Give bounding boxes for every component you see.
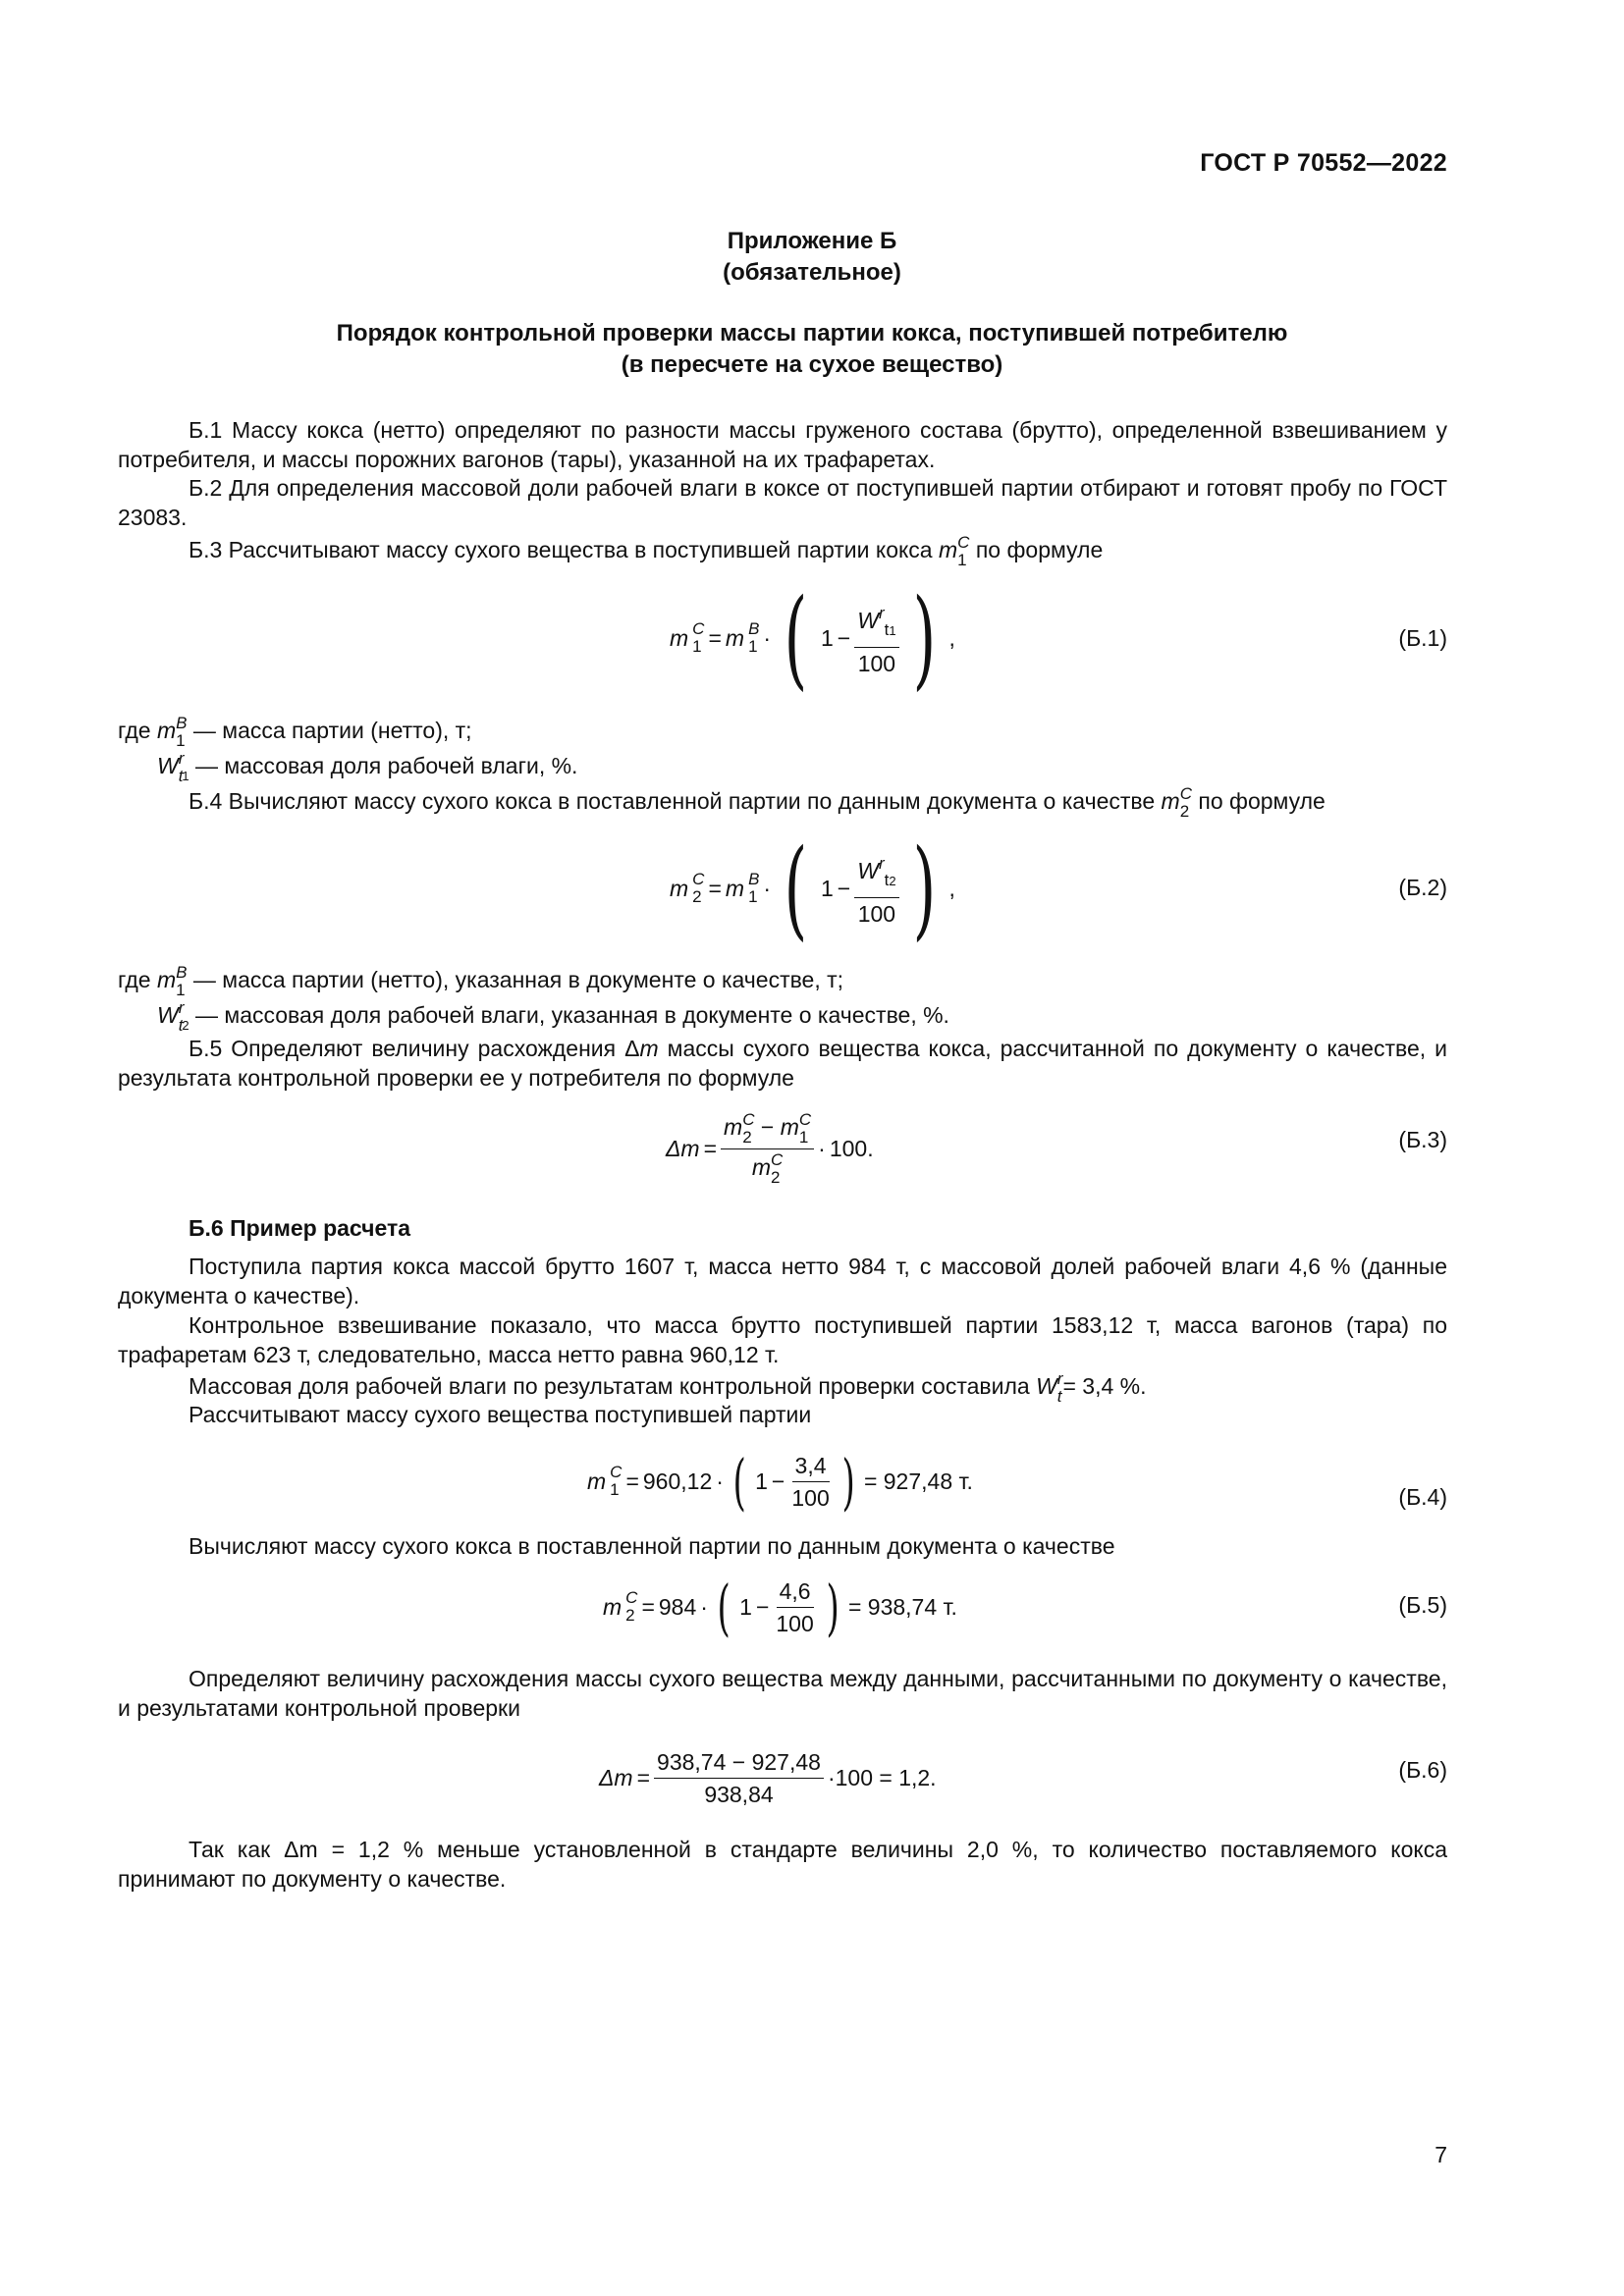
- where-b1-moisture: W r t $_1$ — массовая доля рабочей влаги, %.: [157, 749, 578, 785]
- where-b2-mass: где m B 1 — масса партии (нетто), указанная в документе о качестве, т;: [118, 963, 844, 999]
- equation-b4: m C 1 = 960,12 · ( 1 − $\frac{3,4}{100}$ ) = 927,48 т.: [587, 1445, 973, 1518]
- paragraph-b2: Б.2 Для определения массовой доли рабочей влаги в коксе от поступившей партии отбирают и готовят пробу по ГОСТ 23083.: [118, 475, 1447, 530]
- equation-b1-label: (Б.1): [1398, 625, 1447, 651]
- example-paragraph-2: Контрольное взвешивание показало, что масса брутто поступившей партии 1583,12 т, масса вагонов (тара) по трафаретам 623 т, следовательно, масса нетто равна 960,12 т.: [118, 1312, 1447, 1367]
- paragraph-b4: Б.4 Вычисляют массу сухого кокса в поставленной партии по данным документа о качестве m C 2 по формуле: [189, 784, 1326, 821]
- equation-b4-label: (Б.4): [1398, 1484, 1447, 1510]
- equation-b6: Δm = $\frac{938,74 - 927,48}{938,84}$ ·100 = 1,2.: [599, 1748, 937, 1807]
- appendix-title: Приложение Б: [727, 228, 897, 254]
- equation-b3: Δm = m C 2 − m C 1 m C 2 · 100.: [666, 1109, 874, 1187]
- section-title-line1: Порядок контрольной проверки массы партии кокса, поступившей потребителю: [336, 320, 1288, 347]
- where-b1-mass: где m B 1 — масса партии (нетто), т;: [118, 714, 472, 750]
- example-paragraph-5: Вычисляют массу сухого кокса в поставленной партии по данным документа о качестве: [189, 1533, 1115, 1559]
- where-b2-moisture: W r t $_2$ — массовая доля рабочей влаги, указанная в документе о качестве, %.: [157, 998, 949, 1035]
- page-number: 7: [1435, 2142, 1447, 2167]
- example-paragraph-1: Поступила партия кокса массой брутто 1607 т, масса нетто 984 т, с массовой долей рабочей влаги 4,6 % (данные документа о качестве).: [118, 1254, 1447, 1308]
- example-paragraph-4: Рассчитывают массу сухого вещества поступившей партии: [189, 1402, 812, 1427]
- equation-b3-label: (Б.3): [1398, 1127, 1447, 1152]
- equation-b2-label: (Б.2): [1398, 875, 1447, 900]
- example-paragraph-3: Массовая доля рабочей влаги по результатам контрольной проверки составила W r t = 3,4 %.: [189, 1369, 1147, 1406]
- section-title-line2: (в пересчете на сухое вещество): [621, 351, 1003, 378]
- equation-b1: m C 1 = m B 1 · ( 1 − $\frac{W^r_{t1}}{100}$ ) ,: [670, 575, 955, 701]
- paragraph-b3: Б.3 Рассчитывают массу сухого вещества в поступившей партии кокса m C 1 по формуле: [189, 533, 1104, 569]
- example-paragraph-6: Определяют величину расхождения массы сухого вещества между данными, рассчитанными по документу о качестве, и результатами контрольной проверки: [118, 1666, 1447, 1721]
- appendix-status: (обязательное): [723, 259, 901, 286]
- conclusion-paragraph: Так как Δm = 1,2 % меньше установленной в стандарте величины 2,0 %, то количество поставляемого кокса принимают по документу о качестве.: [118, 1837, 1447, 1892]
- equation-b2: m C 2 = m B 1 · ( 1 − $\frac{W^r_{t2}}{100}$ ) ,: [670, 826, 955, 951]
- equation-b5-label: (Б.5): [1398, 1592, 1447, 1618]
- equation-b5: m C 2 = 984 · ( 1 − $\frac{4,6}{100}$ ) = 938,74 т.: [603, 1571, 957, 1643]
- document-code: ГОСТ Р 70552—2022: [1200, 149, 1447, 177]
- equation-b6-label: (Б.6): [1398, 1757, 1447, 1783]
- paragraph-b1: Б.1 Массу кокса (нетто) определяют по разности массы груженого состава (брутто), определенной взвешиванием у потребителя, и массы порожних вагонов (тары), указанной на их трафаретах.: [118, 417, 1447, 472]
- paragraph-b5: Б.5 Определяют величину расхождения Δm массы сухого вещества кокса, рассчитанной по документу о качестве, и результата контрольной проверки ее у потребителя по формуле: [118, 1036, 1447, 1091]
- example-title: Б.6 Пример расчета: [189, 1215, 411, 1241]
